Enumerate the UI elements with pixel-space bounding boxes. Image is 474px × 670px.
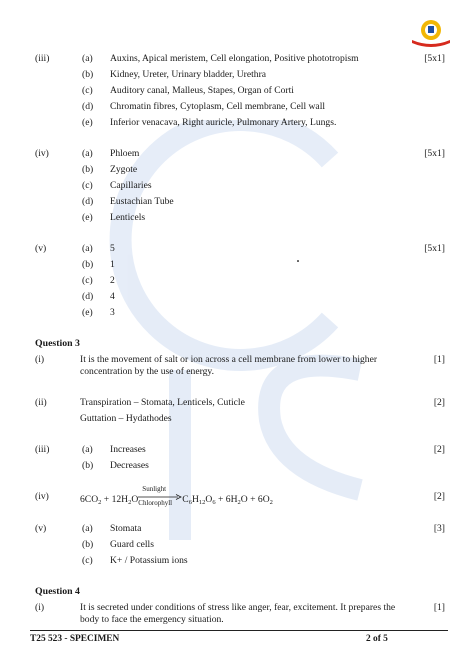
q2-v-number: (v) [35,243,47,254]
q3-ii-line2: Guttation – Hydathodes [80,413,172,424]
list-item-letter: (b) [82,69,94,80]
list-item-letter: (a) [82,53,93,64]
list-item-text: Lenticels [110,212,146,223]
list-item-letter: (b) [82,460,94,471]
list-item-text: 1 [110,259,115,270]
cisce-logo [409,18,453,48]
list-item-text: Zygote [110,164,138,175]
list-item-letter: (d) [82,196,94,207]
list-item-letter: (a) [82,243,93,254]
list-item-letter: (a) [82,523,93,534]
q2-iii-number: (iii) [35,53,50,64]
q3-iii-mark: [2] [433,444,445,455]
q3-v-number: (v) [35,523,47,534]
list-item-text: Guard cells [110,539,154,550]
stray-dot [297,260,299,262]
list-item-letter: (c) [82,555,93,566]
q2-iv-number: (iv) [35,148,49,159]
q3-ii-mark: [2] [433,397,445,408]
q3-iii-number: (iii) [35,444,50,455]
list-item-text: Increases [110,444,146,455]
list-item-text: 3 [110,307,115,318]
q3-v-mark: [3] [433,523,445,534]
list-item-text: Auxins, Apical meristem, Cell elongation, Positive phototropism [110,53,359,64]
question-4-title: Question 4 [35,586,80,597]
list-item-letter: (a) [82,148,93,159]
question-3-title: Question 3 [35,338,80,349]
list-item-text: 4 [110,291,115,302]
photosynthesis-equation: $6CO_2 + 12H_2O$ Sunlight Chlorophyll $C_6H_{12}O_6 + 6H_2O + 6O_2$ [80,485,273,507]
list-item-letter: (e) [82,117,93,128]
q3-ii-line1: Transpiration – Stomata, Lenticels, Cuticle [80,397,245,408]
list-item-letter: (e) [82,212,93,223]
list-item-text: Auditory canal, Malleus, Stapes, Organ of Corti [110,85,294,96]
q3-ii-number: (ii) [35,397,47,408]
list-item-letter: (e) [82,307,93,318]
q4-i-line2: body to face the emergency situation. [80,614,224,625]
arrow-label-top: Sunlight [142,485,167,493]
list-item-text: Inferior venacava, Right auricle, Pulmonary Artery, Lungs. [110,117,337,128]
q2-v-mark: [5x1] [424,243,445,254]
footer-divider [30,630,448,631]
list-item-text: K+ / Potassium ions [110,555,188,566]
q3-i-mark: [1] [433,354,445,365]
list-item-text: Stomata [110,523,142,534]
q4-i-number: (i) [35,602,45,613]
list-item-text: 5 [110,243,115,254]
q3-iv-number: (iv) [35,491,49,502]
footer-paper-code: T25 523 - SPECIMEN [30,634,120,644]
q3-i-line1: It is the movement of salt or ion across a cell membrane from lower to higher [80,354,378,365]
q3-i-line2: concentration by the use of energy. [80,366,214,377]
list-item-text: Chromatin fibres, Cytoplasm, Cell membrane, Cell wall [110,101,326,112]
reaction-arrow [138,485,182,507]
list-item-letter: (c) [82,85,93,96]
list-item-text: Capillaries [110,180,152,191]
list-item-letter: (c) [82,275,93,286]
list-item-letter: (b) [82,164,94,175]
list-item-letter: (b) [82,539,94,550]
list-item-letter: (c) [82,180,93,191]
q4-i-line1: It is secreted under conditions of stress like anger, fear, excitement. It prepares the [80,602,396,613]
list-item-letter: (d) [82,291,94,302]
q3-i-number: (i) [35,354,45,365]
list-item-text: Eustachian Tube [110,196,174,207]
list-item-text: Kidney, Ureter, Urinary bladder, Urethra [110,69,267,80]
list-item-letter: (a) [82,444,93,455]
q3-iv-mark: [2] [433,491,445,502]
q2-iii-mark: [5x1] [424,53,445,64]
q4-i-mark: [1] [433,602,445,613]
footer-page-number: 2 of 5 [366,634,388,644]
list-item-text: 2 [110,275,115,286]
list-item-text: Phloem [110,148,140,159]
list-item-letter: (d) [82,101,94,112]
arrow-label-bottom: Chlorophyll [138,499,173,507]
list-item-letter: (b) [82,259,94,270]
list-item-text: Decreases [110,460,149,471]
q2-iv-mark: [5x1] [424,148,445,159]
